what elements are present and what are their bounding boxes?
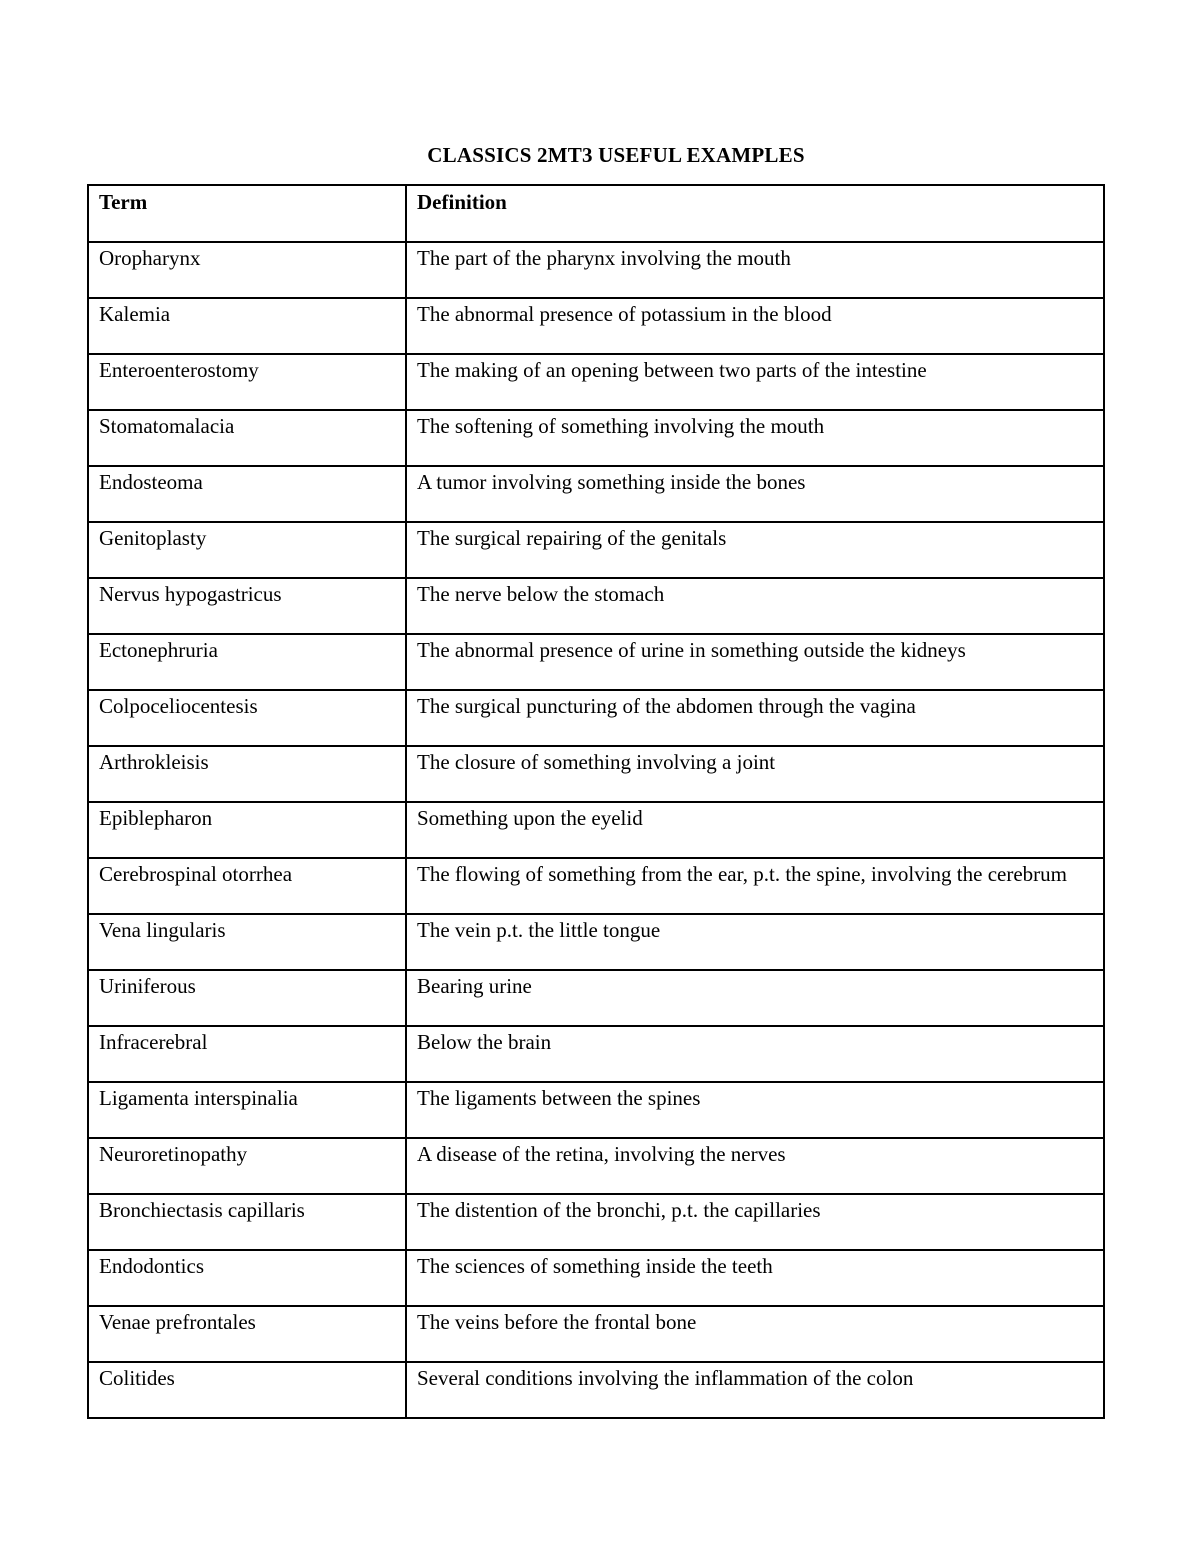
table-row xyxy=(88,690,1104,746)
term-cell: Uriniferous xyxy=(88,970,406,1026)
table-row xyxy=(88,802,1104,858)
definition-cell: Bearing urine xyxy=(406,970,1104,1026)
definition-cell: A disease of the retina, involving the nerves xyxy=(406,1138,1104,1194)
term-cell: Colitides xyxy=(88,1362,406,1418)
term-cell: Bronchiectasis capillaris xyxy=(88,1194,406,1250)
table-row xyxy=(88,858,1104,914)
definition-cell: The sciences of something inside the teeth xyxy=(406,1250,1104,1306)
term-cell: Arthrokleisis xyxy=(88,746,406,802)
table-row xyxy=(88,746,1104,802)
table-row xyxy=(88,634,1104,690)
table-row xyxy=(88,1194,1104,1250)
table-header-row xyxy=(88,185,1104,242)
definition-cell: The surgical repairing of the genitals xyxy=(406,522,1104,578)
table-row xyxy=(88,1306,1104,1362)
term-cell: Neuroretinopathy xyxy=(88,1138,406,1194)
term-cell: Ligamenta interspinalia xyxy=(88,1082,406,1138)
term-cell: Cerebrospinal otorrhea xyxy=(88,858,406,914)
term-cell: Stomatomalacia xyxy=(88,410,406,466)
table-row xyxy=(88,578,1104,634)
definition-cell: Something upon the eyelid xyxy=(406,802,1104,858)
table-row xyxy=(88,1138,1104,1194)
definition-cell: The abnormal presence of potassium in the blood xyxy=(406,298,1104,354)
column-header-term: Term xyxy=(88,185,406,242)
table-row xyxy=(88,1026,1104,1082)
definition-cell: The surgical puncturing of the abdomen through the vagina xyxy=(406,690,1104,746)
table-row xyxy=(88,410,1104,466)
definition-cell: The softening of something involving the mouth xyxy=(406,410,1104,466)
term-cell: Endodontics xyxy=(88,1250,406,1306)
definition-cell: The ligaments between the spines xyxy=(406,1082,1104,1138)
definition-cell: Several conditions involving the inflammation of the colon xyxy=(406,1362,1104,1418)
term-cell: Epiblepharon xyxy=(88,802,406,858)
table-row xyxy=(88,298,1104,354)
definition-cell: The veins before the frontal bone xyxy=(406,1306,1104,1362)
table-row xyxy=(88,522,1104,578)
table-row xyxy=(88,242,1104,298)
definition-cell: Below the brain xyxy=(406,1026,1104,1082)
term-cell: Ectonephruria xyxy=(88,634,406,690)
table-row xyxy=(88,1082,1104,1138)
term-cell: Infracerebral xyxy=(88,1026,406,1082)
definition-cell: The nerve below the stomach xyxy=(406,578,1104,634)
term-cell: Colpoceliocentesis xyxy=(88,690,406,746)
term-cell: Endosteoma xyxy=(88,466,406,522)
column-header-definition: Definition xyxy=(406,185,1104,242)
table-row xyxy=(88,970,1104,1026)
term-cell: Vena lingularis xyxy=(88,914,406,970)
table-row xyxy=(88,914,1104,970)
term-cell: Kalemia xyxy=(88,298,406,354)
terms-table xyxy=(87,184,1105,1419)
definition-cell: The distention of the bronchi, p.t. the capillaries xyxy=(406,1194,1104,1250)
page-title: CLASSICS 2MT3 USEFUL EXAMPLES xyxy=(427,143,805,167)
definition-cell: A tumor involving something inside the bones xyxy=(406,466,1104,522)
definition-cell: The closure of something involving a joint xyxy=(406,746,1104,802)
definition-cell: The flowing of something from the ear, p.t. the spine, involving the cerebrum xyxy=(406,858,1104,914)
term-cell: Oropharynx xyxy=(88,242,406,298)
definition-cell: The abnormal presence of urine in something outside the kidneys xyxy=(406,634,1104,690)
definition-cell: The vein p.t. the little tongue xyxy=(406,914,1104,970)
table-row xyxy=(88,1362,1104,1418)
term-cell: Nervus hypogastricus xyxy=(88,578,406,634)
table-row xyxy=(88,354,1104,410)
term-cell: Enteroenterostomy xyxy=(88,354,406,410)
table-row xyxy=(88,1250,1104,1306)
term-cell: Genitoplasty xyxy=(88,522,406,578)
table-row xyxy=(88,466,1104,522)
term-cell: Venae prefrontales xyxy=(88,1306,406,1362)
definition-cell: The making of an opening between two parts of the intestine xyxy=(406,354,1104,410)
definition-cell: The part of the pharynx involving the mouth xyxy=(406,242,1104,298)
